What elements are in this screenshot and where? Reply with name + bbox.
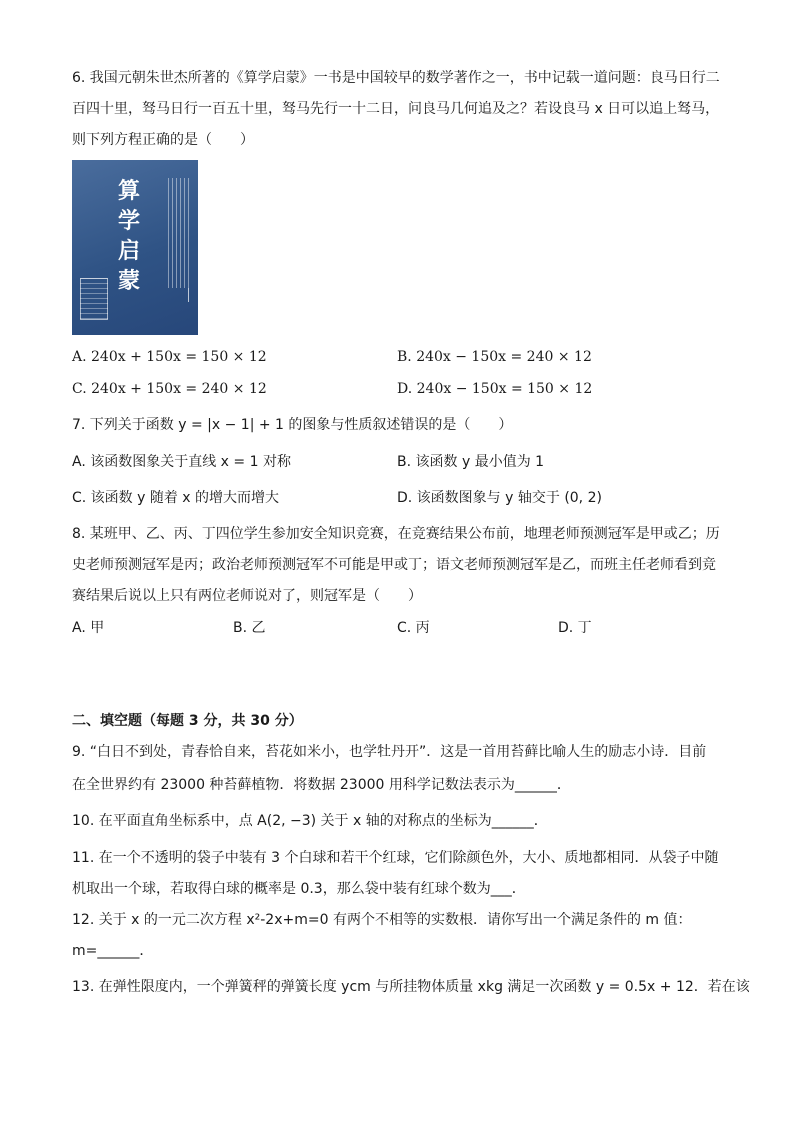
- book-title-char: 启: [117, 238, 140, 264]
- q13-stem-line-1: 13. 在弹性限度内，一个弹簧秤的弹簧长度 ycm 与所挂物体质量 xkg 满足一次函数 y = 0.5x + 12．若在该: [72, 979, 750, 995]
- q8-stem-line-3: 赛结果后说以上只有两位老师说对了，则冠军是（ ）: [72, 588, 422, 604]
- q7-option-b[interactable]: B. 该函数 y 最小值为 1: [397, 454, 545, 470]
- q6-option-c[interactable]: C. 240x + 150x = 240 × 12: [72, 381, 267, 397]
- q11-stem-line-1: 11. 在一个不透明的袋子中装有 3 个白球和若干个红球，它们除颜色外，大小、质地都相同．从袋子中随: [72, 850, 719, 866]
- q7-option-c[interactable]: C. 该函数 y 随着 x 的增大而增大: [72, 490, 280, 506]
- q11-stem-line-2: 机取出一个球，若取得白球的概率是 0.3，那么袋中装有红球个数为___．: [72, 881, 526, 897]
- book-cover-text-columns: [168, 178, 190, 288]
- q6-stem-line-2: 百四十里，驽马日行一百五十里，驽马先行一十二日，问良马几何追及之？若设良马 x 日可以追上驽马，: [72, 101, 720, 117]
- q7-stem: 7. 下列关于函数 y = |x − 1| + 1 的图象与性质叙述错误的是（ ）: [72, 417, 513, 433]
- section-2-heading: 二、填空题（每题 3 分，共 30 分）: [72, 713, 303, 729]
- q12-stem-line-1: 12. 关于 x 的一元二次方程 x²-2x+m=0 有两个不相等的实数根．请你写出一个满足条件的 m 值：: [72, 912, 692, 928]
- q8-stem-line-1: 8. 某班甲、乙、丙、丁四位学生参加安全知识竞赛，在竞赛结果公布前，地理老师预测冠军是甲或乙；历: [72, 526, 720, 542]
- q8-option-d[interactable]: D. 丁: [558, 620, 592, 636]
- q8-stem-line-2: 史老师预测冠军是丙；政治老师预测冠军不可能是甲或丁；语文老师预测冠军是乙，而班主任老师看到竞: [72, 557, 716, 573]
- q6-option-d[interactable]: D. 240x − 150x = 150 × 12: [397, 381, 593, 397]
- book-cover-mark: [188, 288, 189, 302]
- q6-stem-line-1: 6. 我国元朝朱世杰所著的《算学启蒙》一书是中国较早的数学著作之一，书中记载一道问题：良马日行二: [72, 70, 720, 86]
- q6-stem-line-3: 则下列方程正确的是（ ）: [72, 132, 254, 148]
- q9-stem-line-2: 在全世界约有 23000 种苔藓植物．将数据 23000 用科学记数法表示为______．: [72, 777, 571, 793]
- q8-option-a[interactable]: A. 甲: [72, 620, 105, 636]
- q7-option-d[interactable]: D. 该函数图象与 y 轴交于 (0, 2): [397, 490, 602, 506]
- q6-option-a[interactable]: A. 240x + 150x = 150 × 12: [72, 349, 267, 365]
- book-title-char: 算: [117, 178, 140, 204]
- q6-option-b[interactable]: B. 240x − 150x = 240 × 12: [397, 349, 592, 365]
- q9-stem-line-1: 9. “白日不到处，青春恰自来，苔花如米小，也学牡丹开”．这是一首用苔藓比喻人生的励志小诗．目前: [72, 744, 707, 760]
- book-cover-seal: [80, 278, 108, 320]
- book-cover-title: [114, 176, 144, 296]
- q10-stem: 10. 在平面直角坐标系中，点 A(2, −3) 关于 x 轴的对称点的坐标为______．: [72, 813, 548, 829]
- book-title-char: 学: [117, 208, 140, 234]
- q7-option-a[interactable]: A. 该函数图象关于直线 x = 1 对称: [72, 454, 291, 470]
- q12-stem-line-2: m=______．: [72, 943, 154, 959]
- book-cover-image: [72, 160, 198, 335]
- book-title-char: 蒙: [117, 268, 140, 294]
- q8-option-b[interactable]: B. 乙: [233, 620, 266, 636]
- q8-option-c[interactable]: C. 丙: [397, 620, 430, 636]
